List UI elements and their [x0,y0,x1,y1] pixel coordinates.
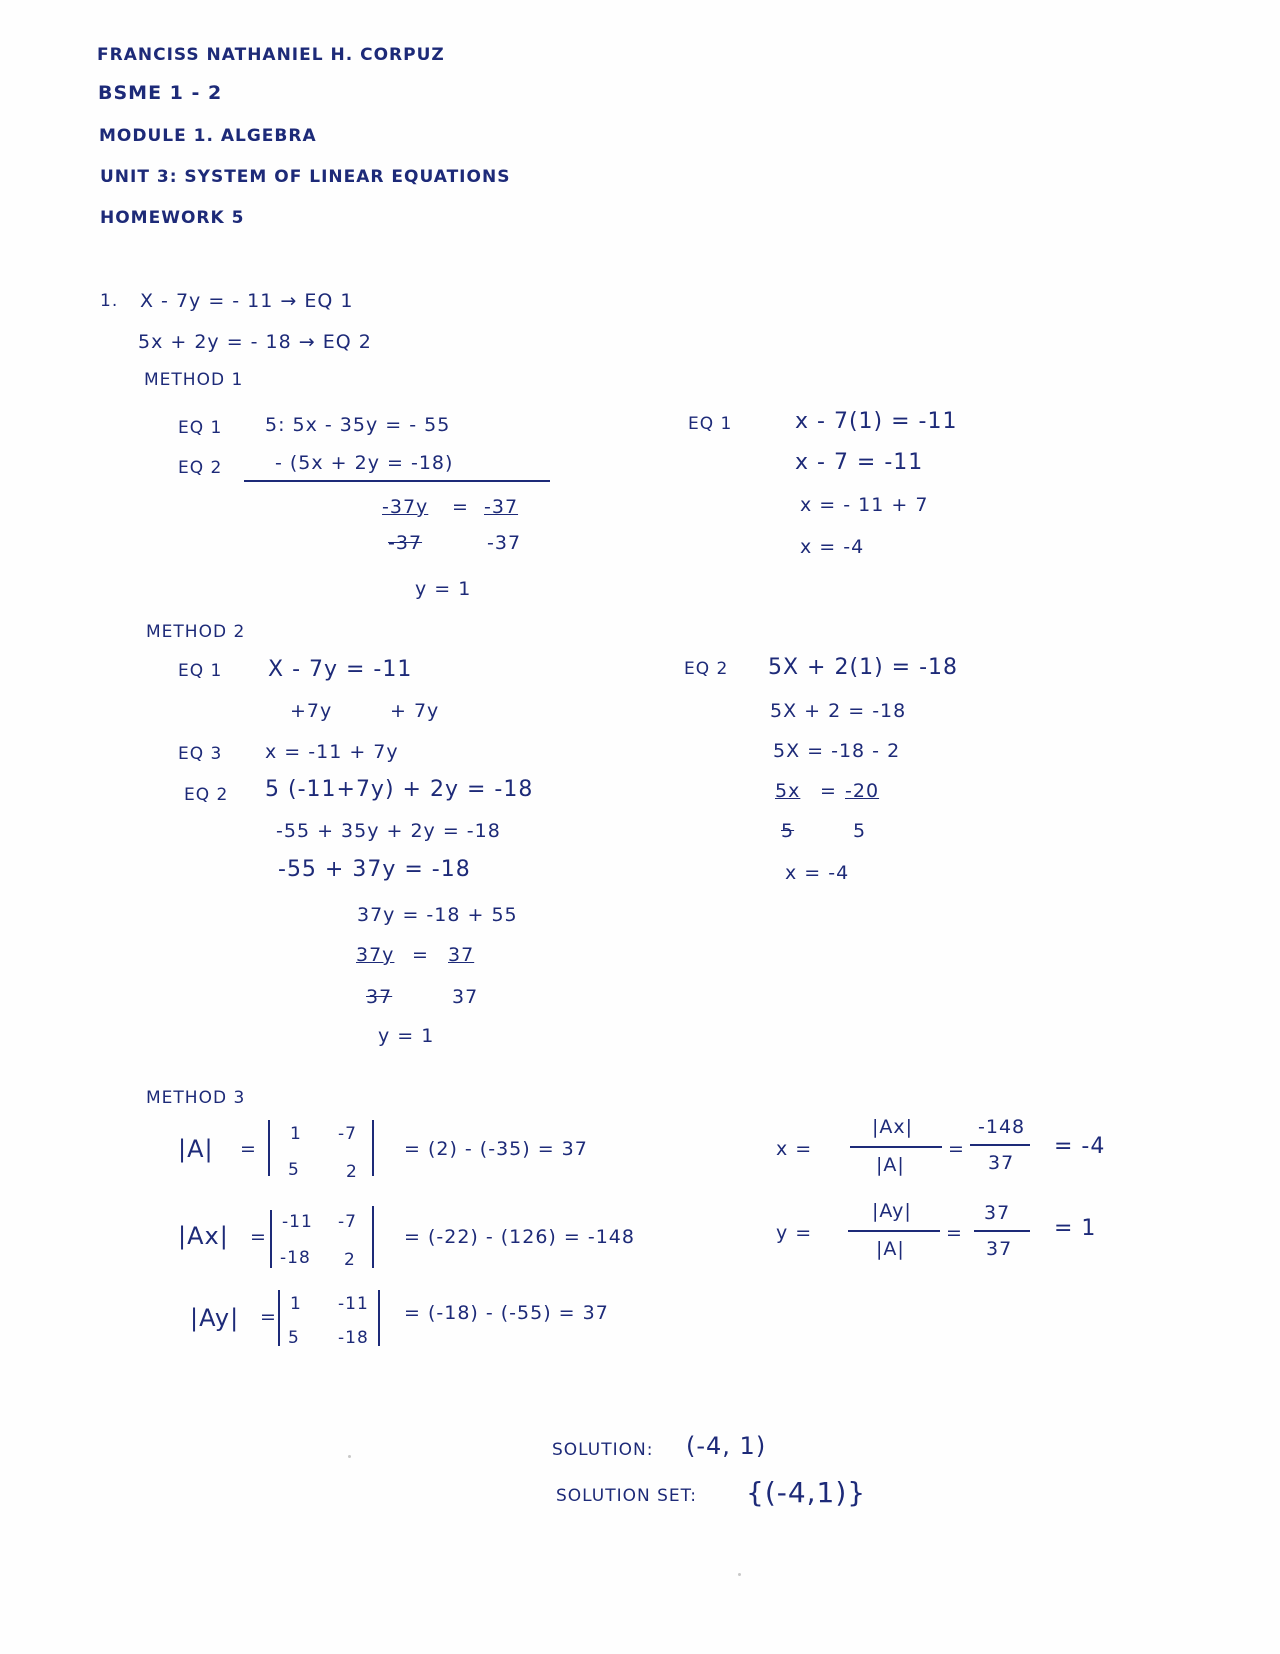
det-a-entry: 5 [288,1160,300,1180]
method-1-result: y = 1 [415,578,472,600]
method-2-div-num-left: 37y [356,944,395,966]
method-1-sub-line: x - 7 = -11 [795,450,924,475]
det-ax-entry: 2 [344,1250,356,1270]
cramer-y-result: = 1 [1054,1216,1097,1241]
det-ay-entry: 5 [288,1328,300,1348]
det-ax-entry: -11 [282,1212,313,1232]
det-a-left-bar [268,1120,270,1176]
method-2-div-num-eq: = [412,944,429,966]
method-2-sub-line: 5X + 2 = -18 [770,700,907,722]
method-2-step: -55 + 37y = -18 [278,857,471,882]
cramer-x-num: |Ax| [872,1116,914,1138]
problem-equation-1: X - 7y = - 11 → EQ 1 [140,290,354,312]
cramer-y-num: |Ay| [872,1200,912,1222]
det-a-entry: -7 [338,1124,357,1144]
det-ay-right-bar [378,1290,380,1346]
solution-value: (-4, 1) [686,1432,767,1460]
solution-set-value: {(-4,1)} [746,1476,867,1509]
method-2-eq2-label: EQ 2 [184,785,229,805]
method-2-sub-label: EQ 2 [684,659,729,679]
det-ax-left-bar [270,1210,272,1268]
method-1-sub-line: x = - 11 + 7 [800,494,929,516]
method-1-eq1-label: EQ 1 [178,418,223,438]
method-2-result: y = 1 [378,1025,435,1047]
scan-speck [738,1573,741,1576]
det-ay-label: |Ay| [190,1304,240,1332]
method-1-div-num-eq: = [452,496,469,518]
method-2-div-den-left: 37 [366,986,393,1008]
det-ay-entry: -11 [338,1294,369,1314]
method-2-step: 5 (-11+7y) + 2y = -18 [265,777,534,802]
method-2-step: -55 + 35y + 2y = -18 [276,820,501,842]
det-ay-entry: -18 [338,1328,369,1348]
det-a-right-bar [372,1120,374,1176]
det-ax-right-bar [372,1206,374,1268]
method-2-title: METHOD 2 [146,622,246,642]
method-1-eq2-label: EQ 2 [178,458,223,478]
cramer-x-value-num: -148 [978,1116,1026,1138]
method-1-sub-line: x = -4 [800,536,865,558]
course-section: BSME 1 - 2 [98,82,223,104]
method-1-row2: - (5x + 2y = -18) [275,452,454,474]
solution-set-label: SOLUTION SET: [556,1486,697,1506]
method-2-add-left: +7y [290,700,333,722]
method-1-div-den-right: -37 [487,532,522,554]
det-ay-left-bar [278,1290,280,1346]
problem-equation-2: 5x + 2y = - 18 → EQ 2 [138,331,372,353]
method-2-sub-result: x = -4 [785,862,850,884]
method-2-eq1-label: EQ 1 [178,661,223,681]
method-1-sub-label: EQ 1 [688,414,733,434]
equals-sign: = [260,1306,277,1328]
student-name: FRANCISS NATHANIEL H. CORPUZ [97,45,445,65]
unit-title: UNIT 3: SYSTEM OF LINEAR EQUATIONS [100,167,511,187]
det-ax-calc: = (-22) - (126) = -148 [404,1226,635,1248]
scan-speck [348,1455,351,1458]
subtraction-line [244,480,550,482]
det-a-calc: = (2) - (-35) = 37 [404,1138,588,1160]
det-ax-entry: -18 [280,1248,311,1268]
method-1-div-num-right: -37 [484,496,519,518]
method-1-div-num-left: -37y [382,496,429,518]
method-2-sub-div-num-eq: = [820,780,837,802]
solution-label: SOLUTION: [552,1440,654,1460]
method-2-step: 37y = -18 + 55 [357,904,518,926]
method-1-sub-line: x - 7(1) = -11 [795,409,958,434]
cramer-x-den: |A| [876,1154,905,1176]
cramer-y-lhs: y = [776,1222,813,1244]
det-a-entry: 1 [290,1124,302,1144]
cramer-y-value-num: 37 [984,1202,1011,1224]
cramer-x-value-den: 37 [988,1152,1015,1174]
cramer-x-lhs: x = [776,1138,813,1160]
method-3-title: METHOD 3 [146,1088,246,1108]
module-title: MODULE 1. ALGEBRA [99,126,317,146]
method-2-sub-div-den-left: 5 [781,820,795,842]
method-2-eq3-label: EQ 3 [178,744,223,764]
cramer-x-result: = -4 [1054,1134,1106,1159]
method-1-title: METHOD 1 [144,370,244,390]
method-2-sub-line: 5X + 2(1) = -18 [768,655,959,680]
det-ax-entry: -7 [338,1212,357,1232]
det-ax-label: |Ax| [178,1222,229,1250]
method-2-sub-div-num-left: 5x [775,780,801,802]
method-2-add-right: + 7y [390,700,440,722]
fraction-bar [850,1146,942,1148]
method-2-div-num-right: 37 [448,944,475,966]
fraction-bar [974,1230,1030,1232]
problem-number: 1. [100,291,119,311]
method-2-sub-line: 5X = -18 - 2 [773,740,901,762]
cramer-x-mid: = [948,1138,965,1160]
fraction-bar [848,1230,940,1232]
cramer-y-mid: = [946,1222,963,1244]
method-2-sub-div-den-right: 5 [853,820,867,842]
det-ay-entry: 1 [290,1294,302,1314]
homework-title: HOMEWORK 5 [100,208,245,228]
method-2-div-den-right: 37 [452,986,479,1008]
equals-sign: = [240,1138,257,1160]
method-2-eq1: X - 7y = -11 [268,657,413,682]
det-a-label: |A| [178,1135,214,1163]
method-1-row1: 5: 5x - 35y = - 55 [265,414,451,436]
method-2-eq3: x = -11 + 7y [265,741,399,763]
cramer-y-value-den: 37 [986,1238,1013,1260]
det-ay-calc: = (-18) - (-55) = 37 [404,1302,609,1324]
cramer-y-den: |A| [876,1238,905,1260]
det-a-entry: 2 [346,1162,358,1182]
fraction-bar [970,1144,1030,1146]
equals-sign: = [250,1226,267,1248]
method-2-sub-div-num-right: -20 [845,780,880,802]
method-1-div-den-left: -37 [388,532,423,554]
